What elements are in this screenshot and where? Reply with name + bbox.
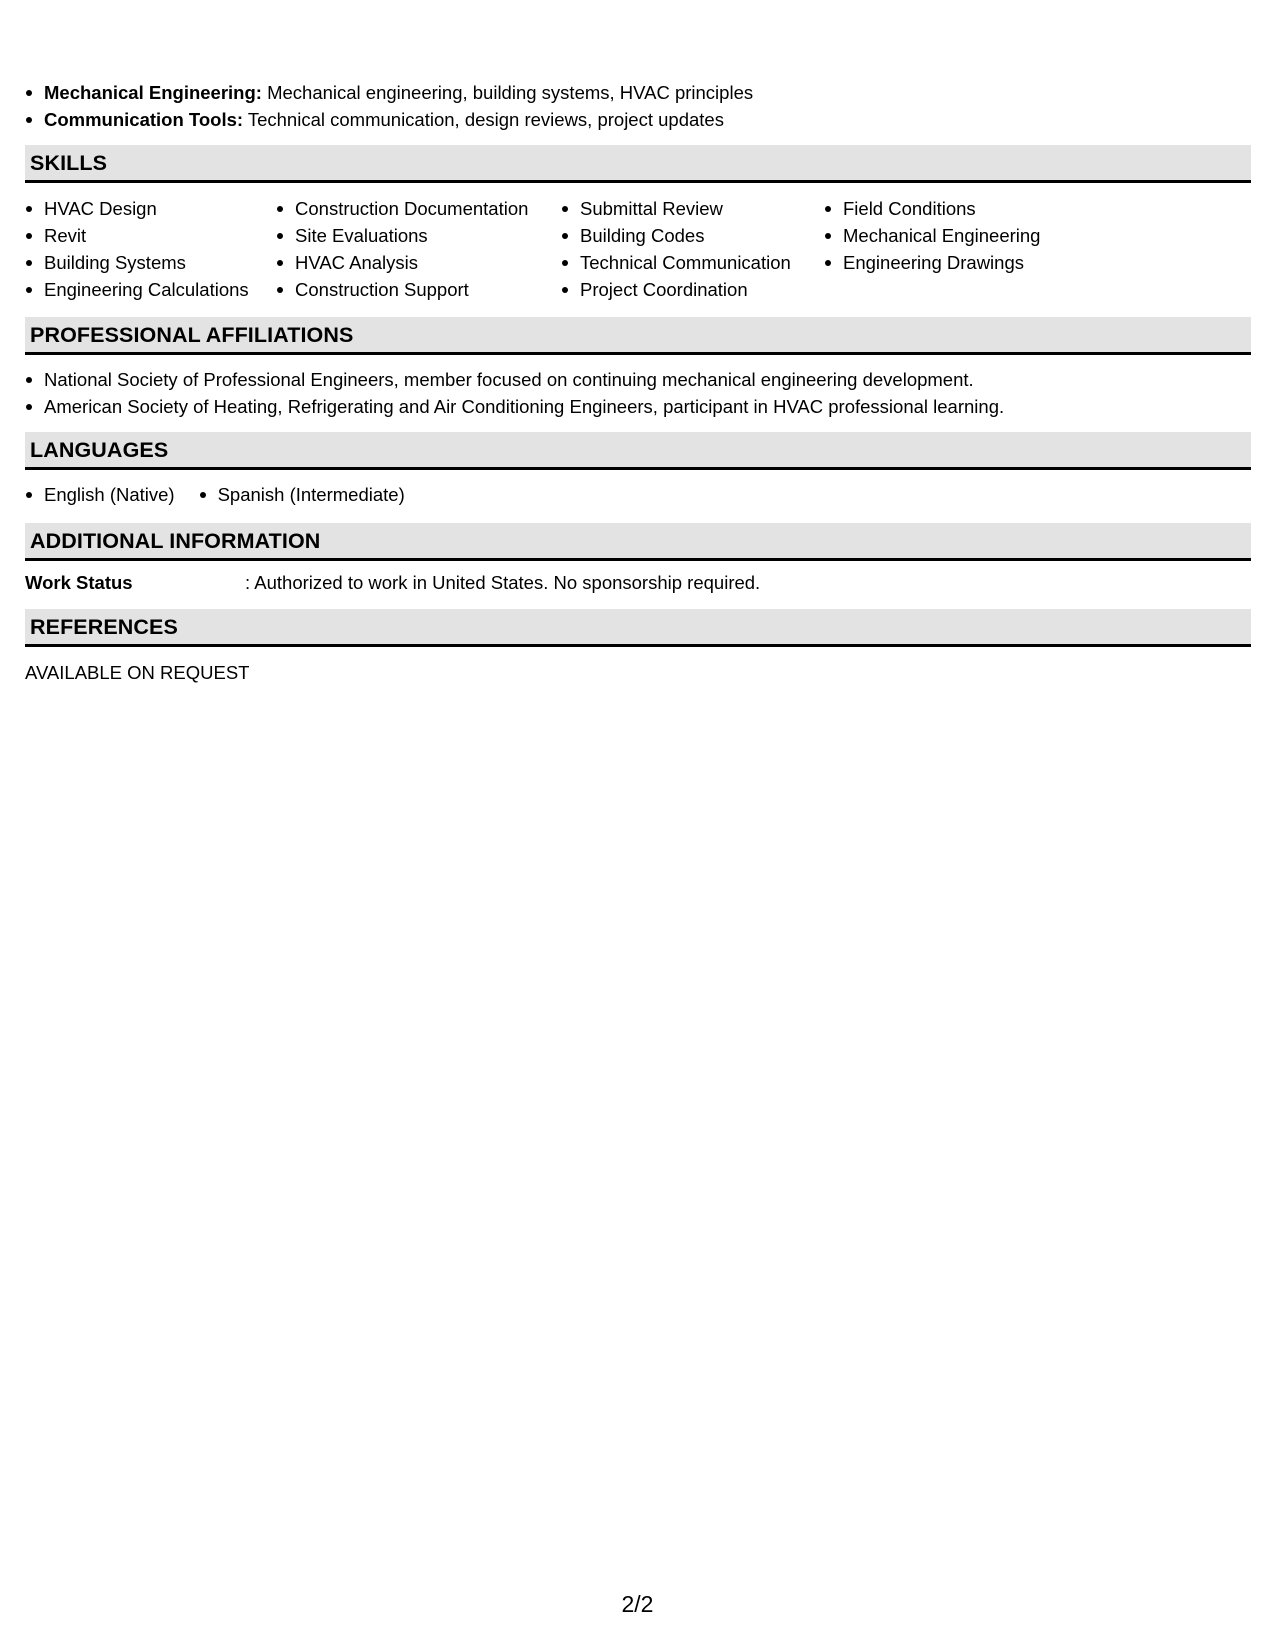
additional-info-section-header	[25, 523, 1251, 561]
work-status-label: Work Status	[25, 572, 133, 593]
affiliation-item: American Society of Heating, Refrigerating and Air Conditioning Engineers, participant in HVAC professional learning.	[25, 393, 1004, 420]
affiliations-list	[25, 366, 1004, 420]
skills-column-1	[25, 195, 249, 303]
skill-item: Site Evaluations	[276, 222, 528, 249]
languages-list	[25, 481, 429, 508]
affiliations-section-header	[25, 317, 1251, 355]
section-title: LANGUAGES	[30, 438, 169, 462]
skill-item: Engineering Calculations	[25, 276, 249, 303]
skill-item: Technical Communication	[561, 249, 791, 276]
skill-item: Revit	[25, 222, 249, 249]
skill-item: Building Codes	[561, 222, 791, 249]
technical-skills-list	[25, 79, 753, 133]
skill-item: HVAC Analysis	[276, 249, 528, 276]
skills-column-2	[276, 195, 528, 303]
skill-item: Field Conditions	[824, 195, 1040, 222]
skills-column-4	[824, 195, 1040, 276]
skill-item: Building Systems	[25, 249, 249, 276]
list-item	[25, 106, 753, 133]
section-title: REFERENCES	[30, 615, 178, 639]
skill-item: Construction Support	[276, 276, 528, 303]
language-item: Spanish (Intermediate)	[199, 481, 405, 508]
item-label: Mechanical Engineering:	[44, 82, 262, 103]
item-text: Mechanical engineering, building systems, HVAC principles	[267, 82, 754, 103]
section-title: PROFESSIONAL AFFILIATIONS	[30, 323, 354, 347]
language-item: English (Native)	[25, 481, 175, 508]
work-status-value: : Authorized to work in United States. No sponsorship required.	[245, 572, 761, 593]
item-text: Technical communication, design reviews, project updates	[247, 109, 724, 130]
section-title: SKILLS	[30, 151, 108, 175]
skill-item: Submittal Review	[561, 195, 791, 222]
skill-item: Project Coordination	[561, 276, 791, 303]
page-number: 2/2	[621, 1591, 654, 1617]
skill-item: Construction Documentation	[276, 195, 528, 222]
section-title: ADDITIONAL INFORMATION	[30, 529, 321, 553]
references-text: AVAILABLE ON REQUEST	[25, 662, 250, 683]
languages-section-header	[25, 432, 1251, 470]
item-label: Communication Tools:	[44, 109, 244, 130]
skills-section-header	[25, 145, 1251, 183]
list-item	[25, 79, 753, 106]
affiliation-item: National Society of Professional Engineers, member focused on continuing mechanical engineering development.	[25, 366, 1004, 393]
references-section-header	[25, 609, 1251, 647]
skills-column-3	[561, 195, 791, 303]
skill-item: Engineering Drawings	[824, 249, 1040, 276]
skill-item: HVAC Design	[25, 195, 249, 222]
skill-item: Mechanical Engineering	[824, 222, 1040, 249]
